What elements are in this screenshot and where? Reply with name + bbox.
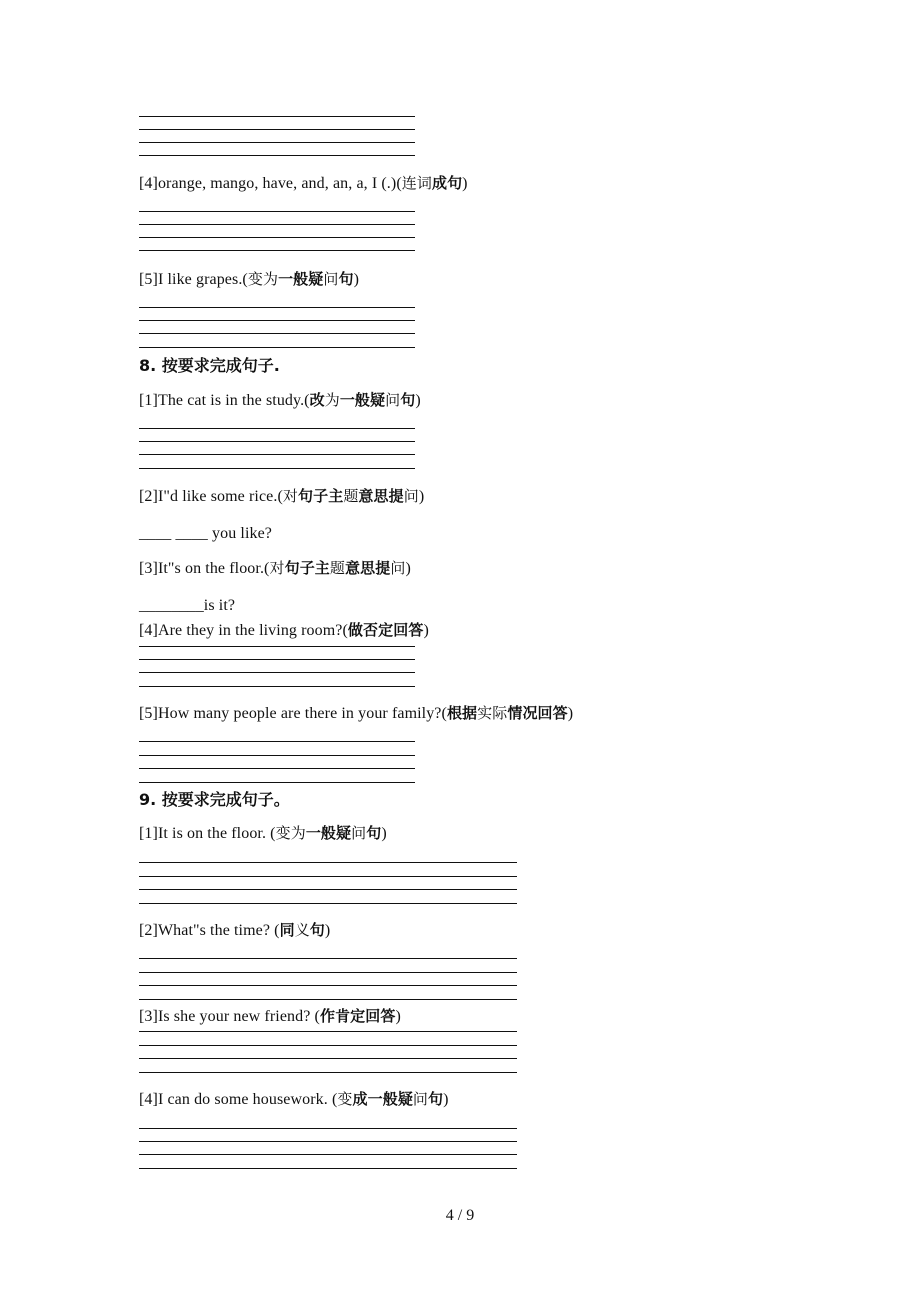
- question-9-2: [2]What"s the time? (同义句): [139, 921, 331, 939]
- question-7-4: [4]orange, mango, have, and, an, a, I (.)(连词成句): [139, 174, 468, 192]
- section-9-heading: 9. 按要求完成句子。: [139, 790, 290, 809]
- question-9-3: [3]Is she your new friend? (作肯定回答): [139, 1007, 401, 1025]
- question-8-2: [2]I"d like some rice.(对句子主题意思提问): [139, 487, 425, 505]
- section-8-heading: 8. 按要求完成句子.: [139, 356, 280, 375]
- question-9-4: [4]I can do some housework. (变成一般疑问句): [139, 1090, 449, 1108]
- answer-8-2: ____ ____ you like?: [139, 525, 272, 542]
- page-number: 4 / 9: [445, 1207, 475, 1224]
- answer-8-3: ________is it?: [139, 597, 236, 614]
- question-8-3: [3]It"s on the floor.(对句子主题意思提问): [139, 559, 411, 577]
- question-8-4: [4]Are they in the living room?(做否定回答): [139, 621, 429, 639]
- question-9-1: [1]It is on the floor. (变为一般疑问句): [139, 824, 387, 842]
- question-8-5: [5]How many people are there in your family?(根据实际情况回答): [139, 704, 574, 722]
- question-7-5: [5]I like grapes.(变为一般疑问句): [139, 270, 360, 288]
- question-8-1: [1]The cat is in the study.(改为一般疑问句): [139, 391, 421, 409]
